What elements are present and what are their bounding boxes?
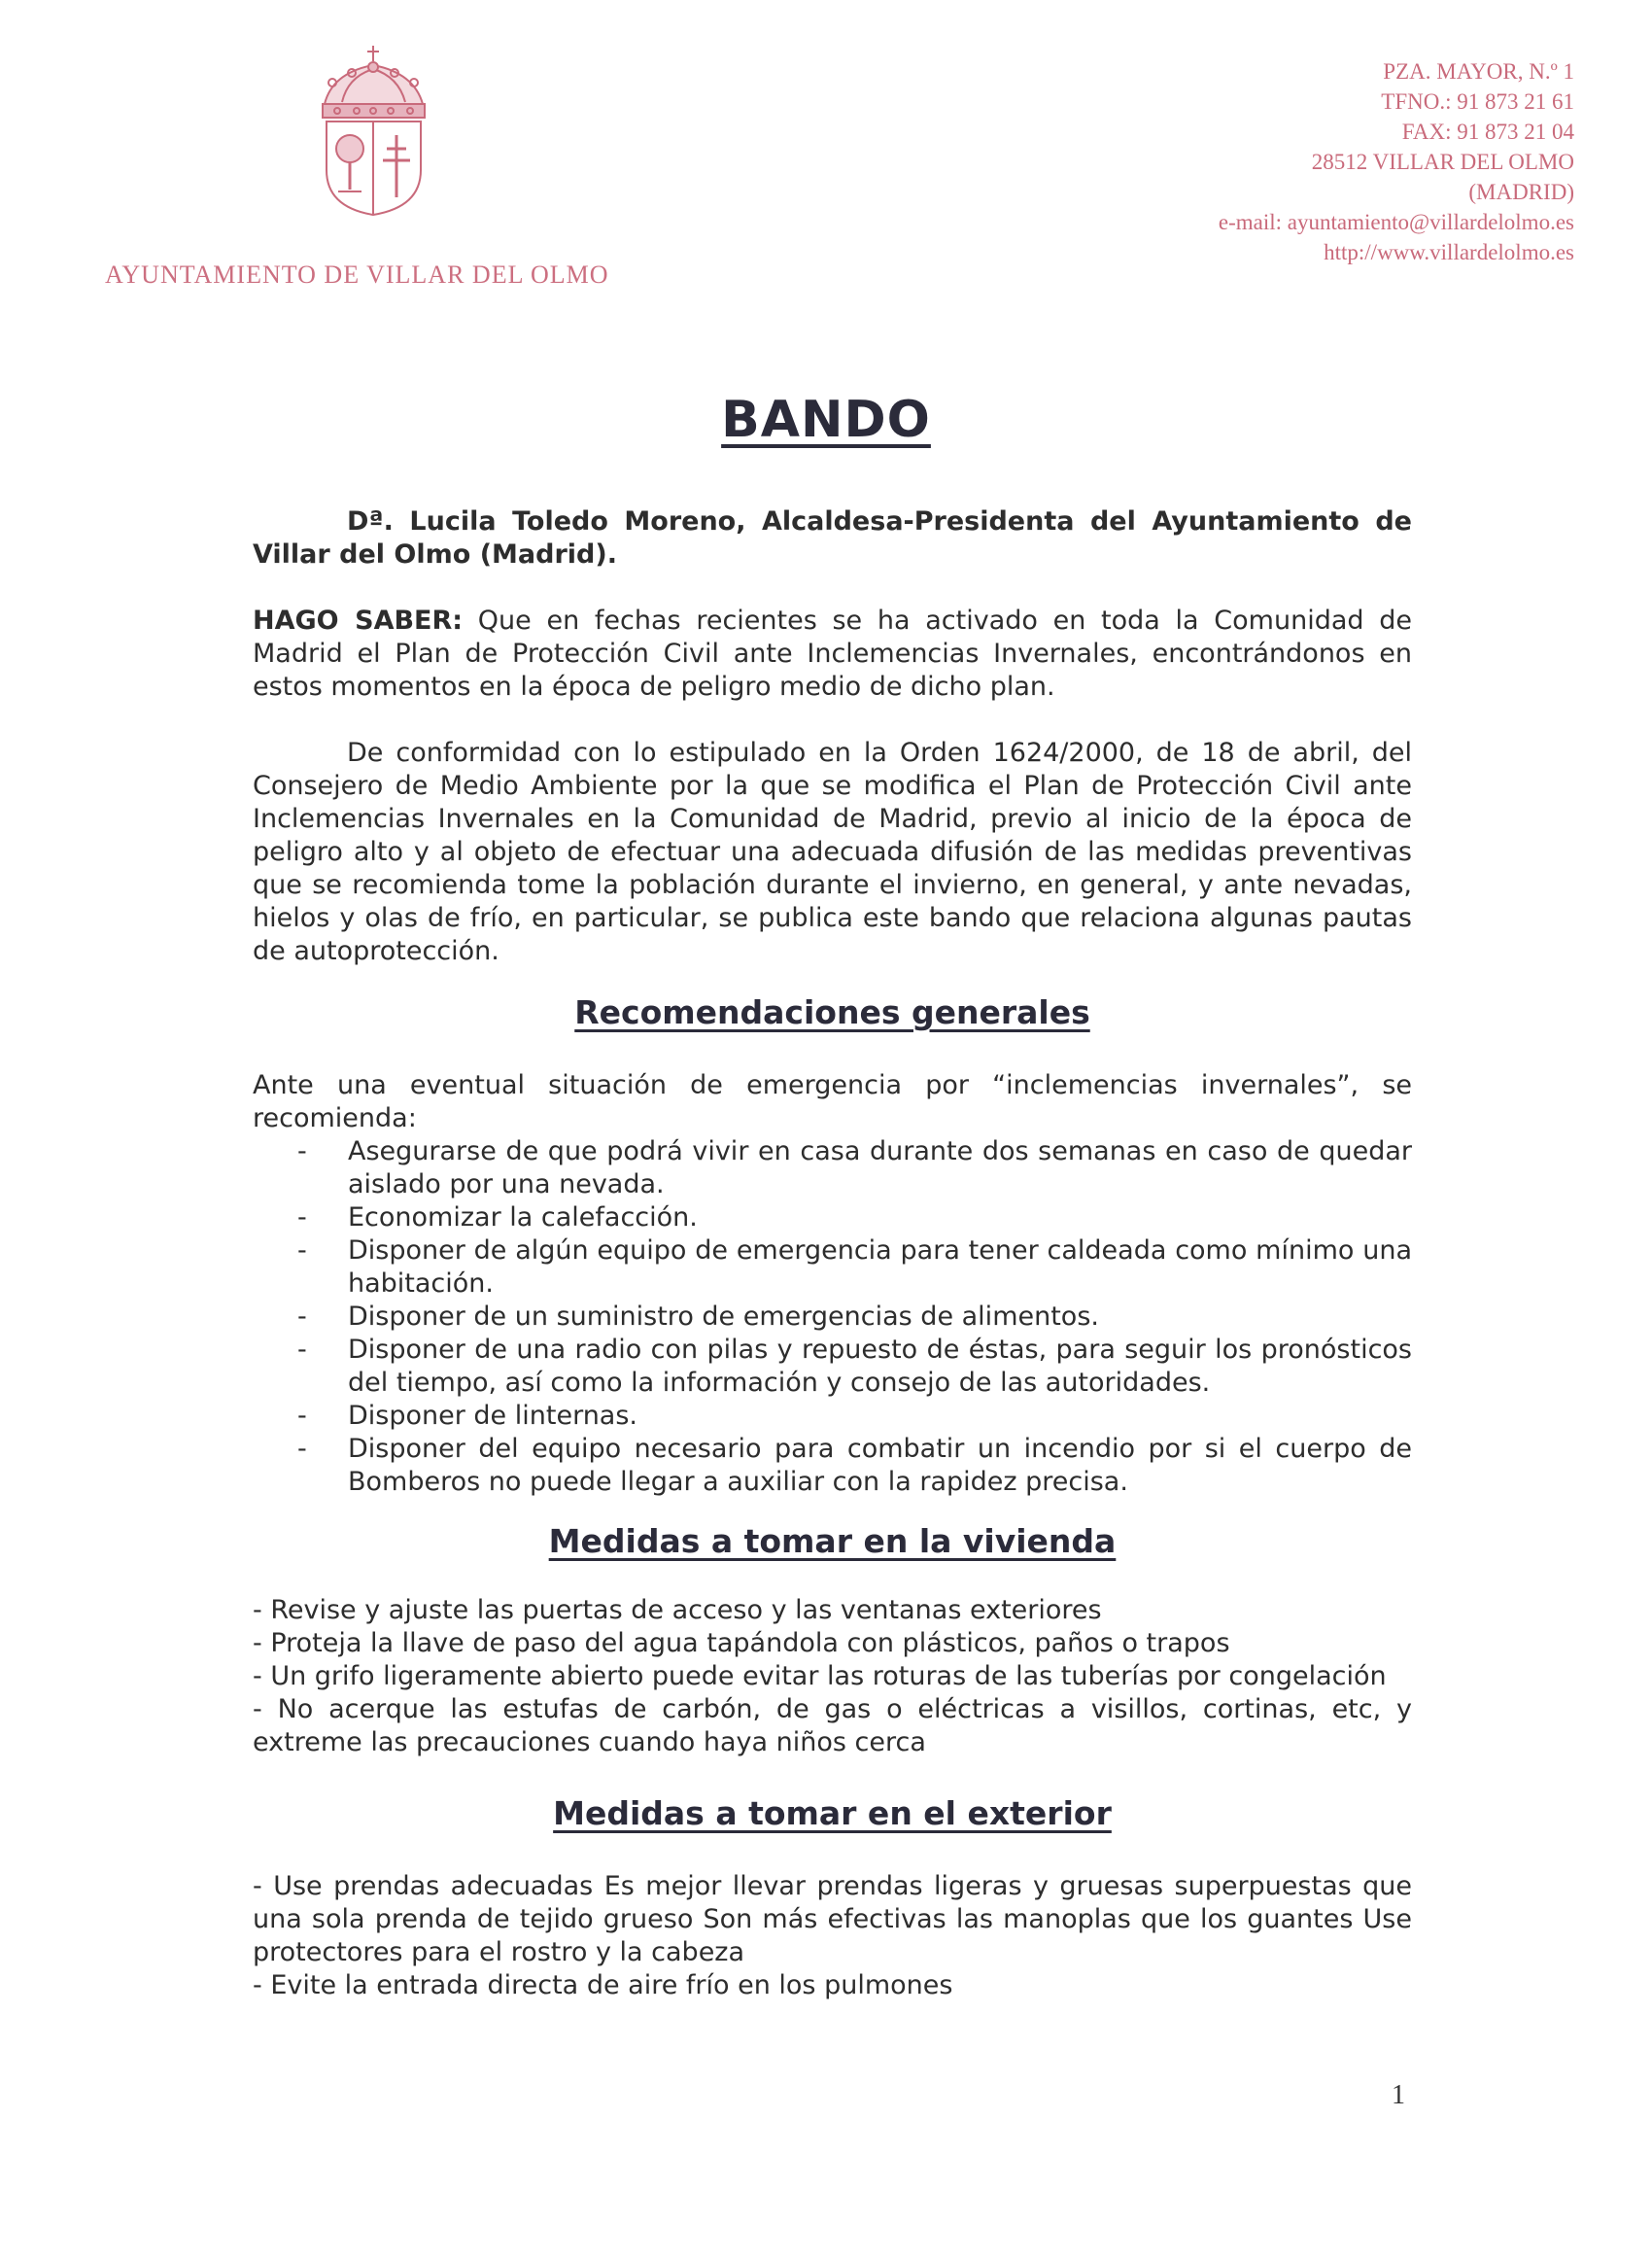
region-line: (MADRID) bbox=[1468, 180, 1574, 204]
exterior-list bbox=[253, 1870, 1412, 2002]
vivienda-list bbox=[253, 1594, 1412, 1759]
document-title bbox=[0, 391, 1652, 449]
list-item: - Disponer de una radio con pilas y repuesto de éstas, para seguir los pronósticos del tiempo, así como la información y consejo de las autoridades. bbox=[297, 1335, 1412, 1398]
hago-saber-text: Que en fechas recientes se ha activado en toda la Comunidad de Madrid el Plan de Protección Civil ante Inclemencias Invernales, encontrándonos en estos momentos en la época de peligro medio de dicho plan. bbox=[253, 606, 1412, 702]
section-title-vivienda: Medidas a tomar en la vivienda bbox=[548, 1522, 1117, 1560]
document-title-text: BANDO bbox=[721, 391, 931, 449]
website-line: http://www.villardelolmo.es bbox=[1324, 240, 1574, 264]
city-line: 28512 VILLAR DEL OLMO bbox=[1311, 150, 1574, 174]
email-line: e-mail: ayuntamiento@villardelolmo.es bbox=[1218, 210, 1574, 234]
list-item: - Disponer de algún equipo de emergencia para tener caldeada como mínimo una habitación. bbox=[297, 1235, 1412, 1299]
recomendaciones-lead: Ante una eventual situación de emergencia por “inclemencias invernales”, se recomienda: bbox=[253, 1070, 1412, 1133]
hago-saber-label: HAGO SABER: bbox=[253, 606, 464, 636]
list-item: - Use prendas adecuadas Es mejor llevar prendas ligeras y gruesas superpuestas que una sola prenda de tejido grueso Son más efectivas las manoplas que los guantes Use protectores para el rostro y la cabeza bbox=[253, 1871, 1412, 1967]
list-item: - Disponer de linternas. bbox=[297, 1401, 638, 1431]
address-line: PZA. MAYOR, N.º 1 bbox=[1383, 59, 1574, 84]
document-body bbox=[253, 505, 1412, 2002]
contact-block bbox=[1030, 56, 1574, 267]
recomendaciones-list bbox=[253, 1135, 1412, 1499]
list-item: - Asegurarse de que podrá vivir en casa durante dos semanas en caso de quedar aislado por una nevada. bbox=[297, 1136, 1412, 1199]
fax-line: FAX: 91 873 21 04 bbox=[1401, 120, 1574, 144]
list-item: - Proteja la llave de paso del agua tapándola con plásticos, paños o trapos bbox=[253, 1628, 1230, 1658]
section-title-exterior: Medidas a tomar en el exterior bbox=[553, 1794, 1112, 1832]
list-item: - Disponer de un suministro de emergencias de alimentos. bbox=[297, 1302, 1099, 1332]
conformidad-paragraph: De conformidad con lo estipulado en la Orden 1624/2000, de 18 de abril, del Consejero de Medio Ambiente por la que se modifica el Plan de Protección Civil ante Inclemencias Invernales en la Comunidad de Madrid, previo al inicio de la época de peligro alto y al objeto de efectuar una adecuada difusión de las medidas preventivas que se recomienda tome la población durante el invierno, en general, y ante nevadas, hielos y olas de frío, en particular, se publica este bando que relaciona algunas pautas de autoprotección. bbox=[253, 738, 1412, 966]
list-item: - Economizar la calefacción. bbox=[297, 1202, 698, 1233]
hago-saber-paragraph bbox=[253, 605, 1412, 704]
phone-line: TFNO.: 91 873 21 61 bbox=[1381, 89, 1574, 114]
section-title-recomendaciones: Recomendaciones generales bbox=[574, 993, 1090, 1031]
organization-name: AYUNTAMIENTO DE VILLAR DEL OLMO bbox=[105, 260, 609, 289]
list-item: - Evite la entrada directa de aire frío en los pulmones bbox=[253, 1970, 953, 2000]
list-item: - Disponer del equipo necesario para combatir un incendio por si el cuerpo de Bomberos no puede llegar a auxiliar con la rapidez precisa. bbox=[297, 1434, 1412, 1497]
intro-paragraph: Dª. Lucila Toledo Moreno, Alcaldesa-Presidenta del Ayuntamiento de Villar del Olmo (Madrid). bbox=[253, 506, 1412, 570]
list-item: - No acerque las estufas de carbón, de gas o eléctricas a visillos, cortinas, etc, y extreme las precauciones cuando haya niños cerca bbox=[253, 1694, 1412, 1757]
list-item: - Un grifo ligeramente abierto puede evitar las roturas de las tuberías por congelación bbox=[253, 1661, 1387, 1691]
page-number: 1 bbox=[1392, 2080, 1405, 2110]
coat-of-arms-logo bbox=[313, 44, 434, 219]
list-item: - Revise y ajuste las puertas de acceso y las ventanas exteriores bbox=[253, 1595, 1102, 1625]
